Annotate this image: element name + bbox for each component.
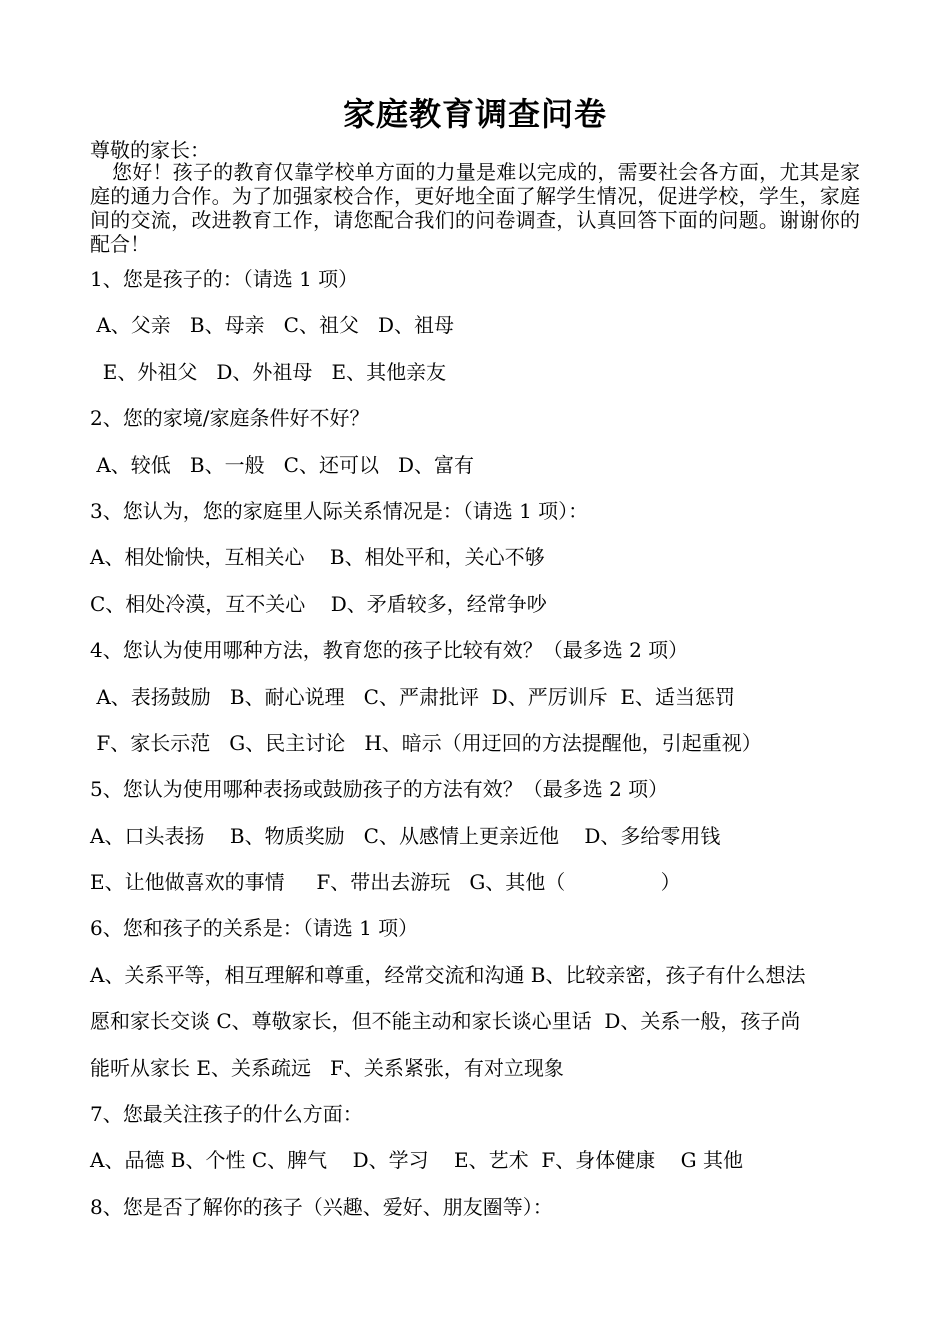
question-6-options-c: 能听从家长 E、关系疏远 F、关系紧张，有对立现象 xyxy=(90,1055,564,1080)
question-1: 1、您是孩子的：（请选 1 项） xyxy=(90,267,359,291)
question-4-options-b: F、家长示范 G、民主讨论 H、暗示（用迂回的方法提醒他，引起重视） xyxy=(90,730,762,755)
survey-questions xyxy=(90,256,865,1230)
question-3-options-a: A、相处愉快，互相关心 B、相处平和，关心不够 xyxy=(90,545,545,570)
question-7: 7、您最关注孩子的什么方面： xyxy=(90,1102,363,1127)
question-3: 3、您认为，您的家庭里人际关系情况是：（请选 1 项）： xyxy=(90,498,589,523)
question-8: 8、您是否了解你的孩子（兴趣、爱好、朋友圈等）： xyxy=(90,1194,553,1219)
question-5-options-b: E、让他做喜欢的事情 F、带出去游玩 G、其他（ ） xyxy=(90,870,681,895)
question-2-options: A、较低 B、一般 C、还可以 D、富有 xyxy=(90,452,475,477)
question-1-options-a: A、父亲 B、母亲 C、祖父 D、祖母 xyxy=(90,313,455,338)
question-5-options-a: A、口头表扬 B、物质奖励 C、从感情上更亲近他 D、多给零用钱 xyxy=(90,823,721,848)
question-6-options-a: A、关系平等，相互理解和尊重，经常交流和沟通 B、比较亲密，孩子有什么想法 xyxy=(90,962,806,987)
question-6: 6、您和孩子的关系是：（请选 1 项） xyxy=(90,916,419,941)
question-3-options-b: C、相处冷漠，互不关心 D、矛盾较多，经常争吵 xyxy=(90,591,547,616)
question-7-options: A、品德 B、个性 C、脾气 D、学习 E、艺术 F、身体健康 G 其他 xyxy=(90,1148,744,1173)
question-1-options-b: E、外祖父 D、外祖母 E、其他亲友 xyxy=(90,359,447,384)
question-6-options-b: 愿和家长交谈 C、尊敬家长，但不能主动和家长谈心里话 D、关系一般，孩子尚 xyxy=(90,1009,801,1034)
page-title: 家庭教育调查问卷 xyxy=(342,95,607,133)
question-2: 2、您的家境/家庭条件好不好？ xyxy=(90,406,370,431)
intro-paragraph: 您好！孩子的教育仅靠学校单方面的力量是难以完成的，需要社会各方面，尤其是家庭的通力合作。为了加强家校合作，更好地全面了解学生情况，促进学校，学生，家庭间的交流，改进教育工作，请您配合我们的问卷调查，认真回答下面的问题。谢谢你的配合！ xyxy=(90,160,860,256)
question-5: 5、您认为使用哪种表扬或鼓励孩子的方法有效？（最多选 2 项） xyxy=(90,777,669,802)
question-4-options-a: A、表扬鼓励 B、耐心说理 C、严肃批评 D、严厉训斥 E、适当惩罚 xyxy=(90,684,736,709)
question-4: 4、您认为使用哪种方法，教育您的孩子比较有效？（最多选 2 项） xyxy=(90,638,689,663)
salutation: 尊敬的家长： xyxy=(90,138,210,162)
